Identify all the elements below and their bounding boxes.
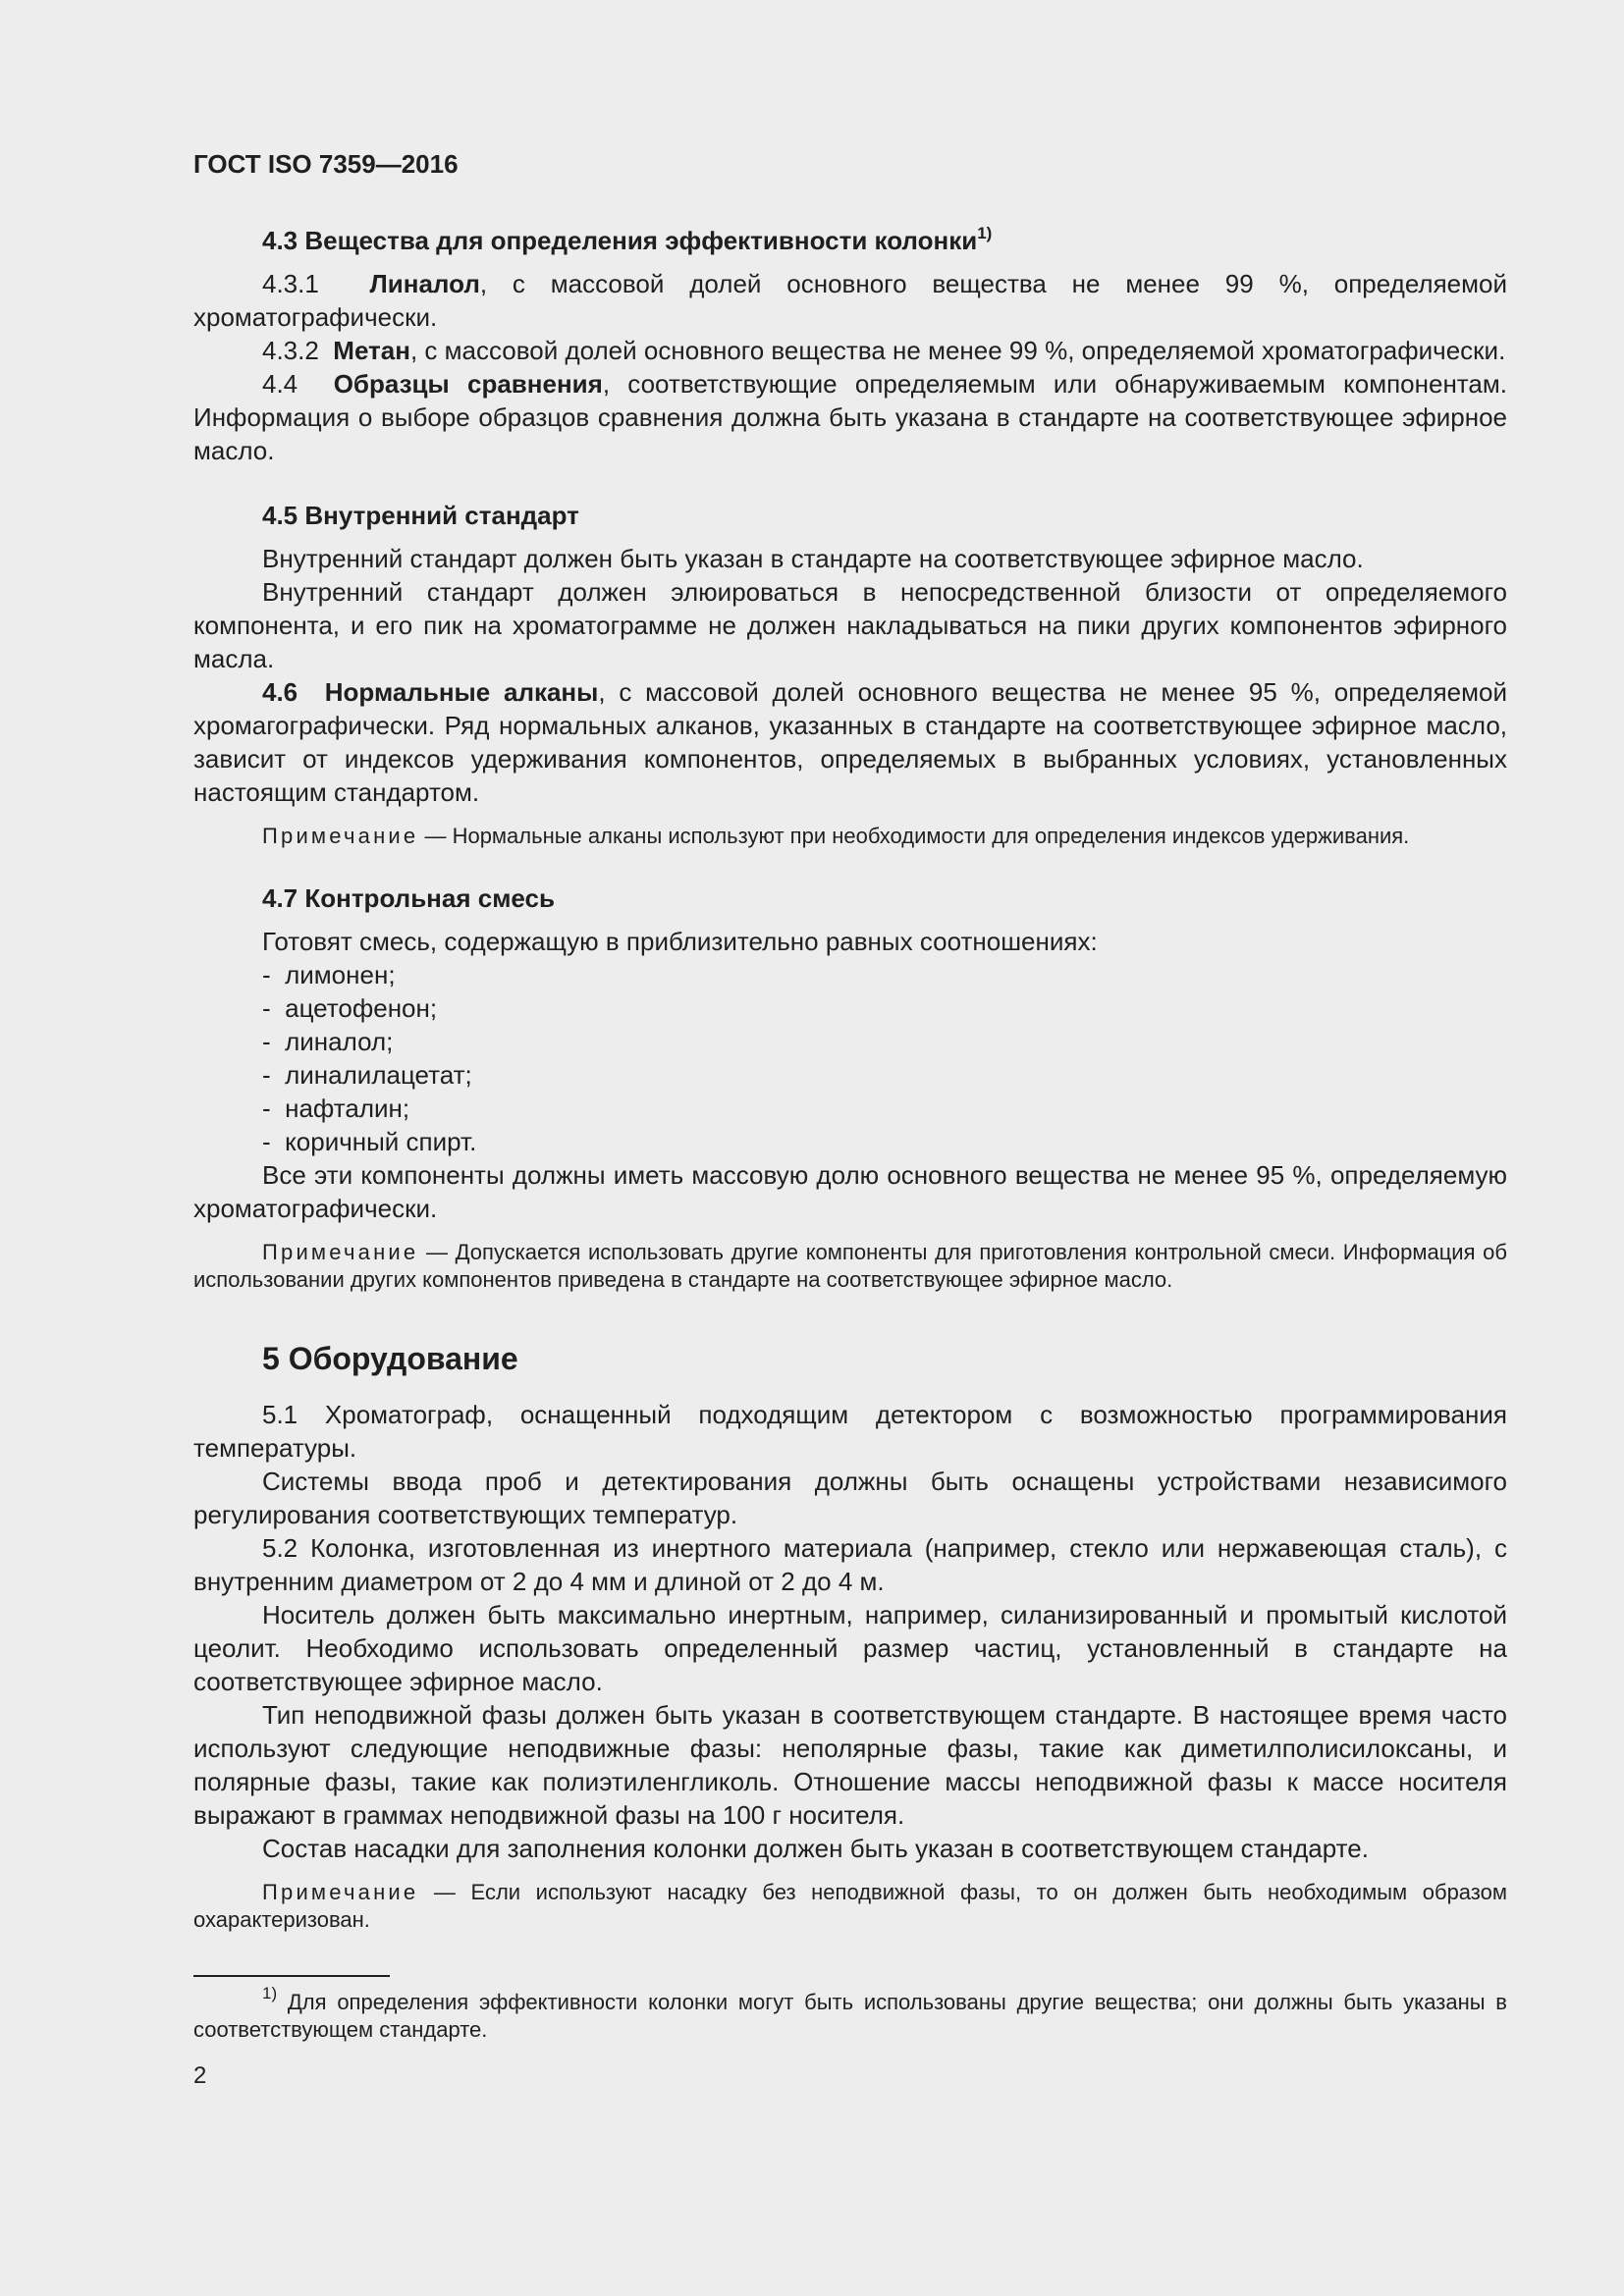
- clause-5-2-d: Состав насадки для заполнения колонки должен быть указан в соответствующем стандарте.: [262, 1834, 1369, 1863]
- list-item: - коричный спирт.: [262, 1125, 1507, 1158]
- clause-text: , с массовой долей основного вещества не менее 95 %, определяемой хромагографически. Ряд нормальных алканов, указанных в стандарте на соответствующее эфирное масло, зависит от индексов удерживания компонентов, определяемых в выбранных условиях, установленных настоящим стандартом.: [193, 677, 1507, 807]
- section-4-5-title: 4.5 Внутренний стандарт: [262, 501, 579, 530]
- clause-4-5-p2: Внутренний стандарт должен элюироваться в непосредственной близости от определяемого компонента, и его пик на хроматограмме не должен накладываться на пики других компонентов эфирного масла.: [193, 577, 1507, 673]
- clause-4-3-1: [193, 267, 1507, 334]
- component-list: [193, 958, 1507, 1158]
- footnote-ref: 1): [977, 224, 993, 242]
- clause-term: Метан: [333, 336, 410, 365]
- footnote: [193, 1984, 1507, 2044]
- note-text: — Если используют насадку без неподвижной фазы, то он должен быть необходимым образом охарактеризован.: [193, 1880, 1507, 1932]
- clause-number: 4.4: [262, 369, 298, 399]
- document-page: [193, 147, 1507, 2093]
- note-5: [193, 1879, 1507, 1934]
- footnote-divider: [193, 1975, 390, 1977]
- note-label: Примечание: [262, 1240, 419, 1264]
- note-label: Примечание: [262, 824, 419, 848]
- clause-4-6: [193, 675, 1507, 809]
- clause-4-7-after: Все эти компоненты должны иметь массовую долю основного вещества не менее 95 %, определяемую хроматографически.: [193, 1160, 1507, 1223]
- clause-number: 4.3.1: [262, 269, 319, 298]
- section-5-title: 5 Оборудование: [262, 1341, 518, 1376]
- page-number: 2: [193, 2062, 207, 2089]
- clause-4-3-2: [193, 334, 1507, 367]
- clause-4-4: [193, 367, 1507, 467]
- clause-text: , соответствующие определяемым или обнаруживаемым компонентам. Информация о выборе образцов сравнения должна быть указана в стандарте на соответствующее эфирное масло.: [193, 369, 1507, 465]
- list-item: - линалол;: [262, 1025, 1507, 1058]
- note-label: Примечание: [262, 1880, 419, 1904]
- note-text: — Допускается использовать другие компоненты для приготовления контрольной смеси. Информация об использовании других компонентов приведена в стандарте на соответствующее эфирное масло.: [193, 1240, 1507, 1292]
- clause-text: , с массовой долей основного вещества не менее 99 %, определяемой хроматографически.: [409, 336, 1506, 365]
- clause-5-2-b: Носитель должен быть максимально инертным, например, силанизированный и промытый кислотой цеолит. Необходимо использовать определенный размер частиц, установленный в стандарте на соответствующее эфирное масло.: [193, 1600, 1507, 1696]
- list-item: - линалилацетат;: [262, 1058, 1507, 1092]
- clause-5-1-b: Системы ввода проб и детектирования должны быть оснащены устройствами независимого регулирования соответствующих температур.: [193, 1467, 1507, 1529]
- note-4-7: [193, 1239, 1507, 1294]
- clause-5-1: 5.1 Хроматограф, оснащенный подходящим детектором с возможностью программирования температуры.: [193, 1400, 1507, 1463]
- clause-term: Нормальные алканы: [324, 677, 599, 707]
- document-header: ГОСТ ISO 7359—2016: [193, 149, 459, 179]
- list-item: - ацетофенон;: [262, 991, 1507, 1025]
- section-4-3-title-text: 4.3 Вещества для определения эффективности колонки: [262, 226, 978, 255]
- clause-5-2-c: Тип неподвижной фазы должен быть указан в соответствующем стандарте. В настоящее время часто используют следующие неподвижные фазы: неполярные фазы, такие как диметилполисилоксаны, и полярные фазы, такие как полиэтиленгликоль. Отношение массы неподвижной фазы к массе носителя выражают в граммах неподвижной фазы на 100 г носителя.: [193, 1700, 1507, 1830]
- clause-text: , с массовой долей основного вещества не менее 99 %, определяемой хроматографически.: [193, 269, 1507, 332]
- clause-4-7-intro: Готовят смесь, содержащую в приблизительно равных соотношениях:: [262, 927, 1098, 956]
- section-4-7-title: 4.7 Контрольная смесь: [262, 883, 555, 913]
- list-item: - лимонен;: [262, 958, 1507, 991]
- footnote-text: Для определения эффективности колонки могут быть использованы другие вещества; они должны быть указаны в соответствующем стандарте.: [193, 1990, 1507, 2042]
- section-4-3-title: [193, 224, 1507, 257]
- clause-number: 4.3.2: [262, 336, 319, 365]
- note-text: — Нормальные алканы используют при необходимости для определения индексов удерживания.: [418, 824, 1410, 848]
- list-item: - нафталин;: [262, 1092, 1507, 1125]
- clause-5-2: 5.2 Колонка, изготовленная из инертного материала (например, стекло или нержавеющая сталь), с внутренним диаметром от 2 до 4 мм и длиной от 2 до 4 м.: [193, 1533, 1507, 1596]
- footnote-mark: 1): [262, 1984, 278, 2002]
- clause-number: 4.6: [262, 677, 298, 707]
- note-4-6: [193, 823, 1507, 850]
- clause-term: Линалол: [369, 269, 480, 298]
- clause-4-5-p1: Внутренний стандарт должен быть указан в стандарте на соответствующее эфирное масло.: [262, 544, 1364, 573]
- clause-term: Образцы сравнения: [333, 369, 603, 399]
